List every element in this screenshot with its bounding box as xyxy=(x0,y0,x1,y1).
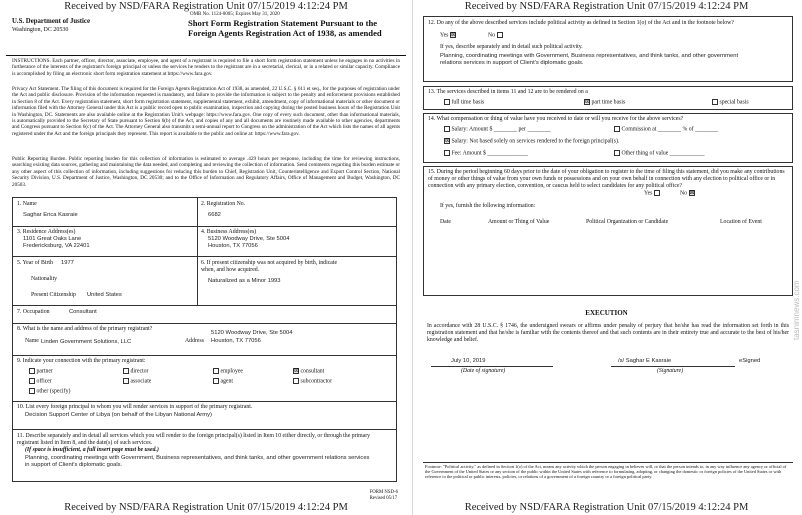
q5-nationality-label: Nationality xyxy=(31,276,58,282)
subcontractor-checkbox[interactable] xyxy=(293,378,299,384)
q12-yes[interactable]: Yes ⊠ xyxy=(440,32,456,39)
footnote-political-activity: Footnote: "Political activity," as defined in Section 1(o) of the Act, means any activity which the person engaging in believes will, or that the person intends to, in any way influence any agency or official of the Government of the United States or any section of the public within the United States with reference to formulating, adopting, or changing the domestic or foreign policies of the United States or with reference to the political or public interests, policies, or relations of a government of a foreign country or a foreign political party. xyxy=(425,464,787,480)
q13-special[interactable]: special basis xyxy=(712,99,749,106)
q9-other[interactable]: other (specify) xyxy=(29,388,70,395)
execution-text: In accordance with 28 U.S.C. § 1746, the undersigned swears or affirms under penalty of perjury that he/she has read the information set forth in this registration statement and that he/she is familiar with the contents thereof and that such contents are in their entirety true and accurate to the best of his/her knowledge and belief. xyxy=(427,323,789,343)
q9-consultant[interactable]: ⊠ consultant xyxy=(294,368,325,375)
employee-checkbox[interactable] xyxy=(213,368,219,374)
salary-not-based-checkbox-checked[interactable]: ⊠ xyxy=(445,138,451,144)
q6-value: Naturalized as a Minor 1993 xyxy=(208,278,281,284)
q13-box xyxy=(423,86,793,110)
q10-label: 10. List every foreign principal to whom you will render services in support of the primary registrant. xyxy=(17,404,253,410)
q9-label: 9. Indicate your connection with the primary registrant: xyxy=(17,358,146,364)
date-caption: (Date of signature) xyxy=(461,368,506,374)
q11-note: (If space is insufficient, a full insert page must be used.) xyxy=(25,447,159,453)
q14-salary-not-based[interactable]: ⊠ Salary: Not based solely on services rendered to the foreign principal(s). xyxy=(445,138,620,145)
q1-name-value: Saghar Erica Kasraie xyxy=(23,212,78,218)
right-form-page xyxy=(412,0,800,515)
q12-political-activity-value: Planning, coordinating meetings with Government, Business representatives, and think tanks, and other government relations services in support of Client's diplomatic goals. xyxy=(440,53,739,66)
q4-label: 4. Business Address(es) xyxy=(201,229,257,235)
footnote-rule xyxy=(423,462,793,463)
q4-address-line2: Houston, TX 77056 xyxy=(208,243,258,249)
agency-city: Washington, DC 20530 xyxy=(12,27,69,33)
q7-label: 7. Occupation xyxy=(17,309,50,315)
other-checkbox[interactable] xyxy=(29,388,35,394)
q12-no[interactable]: No xyxy=(488,32,503,39)
signature-caption: (Signature) xyxy=(657,368,684,374)
received-stamp-bottom: Received by NSD/FARA Registration Unit 07/15/2019 4:12:24 PM xyxy=(64,502,348,513)
received-stamp-top-right: Received by NSD/FARA Registration Unit 07/15/2019 4:12:24 PM xyxy=(464,1,749,12)
header-divider xyxy=(6,55,406,56)
special-basis-checkbox[interactable] xyxy=(712,99,718,105)
q8-name-label: Name xyxy=(25,338,39,344)
q14-box xyxy=(423,113,793,163)
officer-checkbox[interactable] xyxy=(29,378,35,384)
q9-subcontractor[interactable]: subcontractor xyxy=(293,378,332,385)
q14-fee[interactable]: Fee: Amount $ ______________ xyxy=(444,150,528,157)
q5-citizenship-value: United States xyxy=(87,292,122,298)
associate-checkbox[interactable] xyxy=(123,378,129,384)
privacy-act-statement: Privacy Act Statement. The filing of this document is required for the Foreign Agents Registration Act of 1938, as amended, 22 U.S.C. § 611 et seq., for the purposes of registration under the Act and public disclosure. Provision of the information requested is mandatory, and failure to provide the information is subject to the penalty and enforcement provisions established in Section 8 of the Act. Every registration statement, short form registration statement, supplemental statement, exhibit, amendment, copy of informational materials or other document or information filed with the Attorney General under this Act is a public record open to public examination, inspection and copying during the posted business hours of the Registration Unit in Washington, DC. Statements are also available online at the Registration Unit's webpage: https://www.fara.gov. One copy of every such document, other than informational materials, is automatically provided to the Secretary of State pursuant to Section 6(b) of the Act, and copies of any and all documents are routinely made available to other agencies, departments and Congress pursuant to Section 6(c) of the Act. The Attorney General also transmits a semi-annual report to Congress on the administration of the Act which lists the names of all agents registered under the Act and the foreign principals they represent. This report is available to the public and online at: https://www.fara.gov. xyxy=(12,86,401,137)
received-stamp-top: Received by NSD/FARA Registration Unit 07/15/2019 4:12:24 PM xyxy=(64,1,348,12)
received-stamp-bottom-right: Received by NSD/FARA Registration Unit 07/15/2019 4:12:24 PM xyxy=(464,502,749,513)
q8-name-value: Linden Government Solutions, LLC xyxy=(41,339,132,345)
q15-no-checkbox-checked[interactable]: ⊠ xyxy=(689,190,695,196)
q5-year-value: 1977 xyxy=(61,260,74,266)
q2-registration-value: 6682 xyxy=(208,212,221,218)
q8-address-line1: 5120 Woodway Drive, Ste 5004 xyxy=(211,330,293,336)
q13-part-time[interactable]: ⊠ part time basis xyxy=(585,99,626,106)
watermark: tasnimnews.com xyxy=(792,280,801,340)
q1-label: 1. Name xyxy=(17,201,37,207)
public-burden-statement: Public Reporting Burden. Public reporting burden for this collection of information is estimated to average .429 hours per response, including the time for reviewing instructions, searching existing data sources, gathering and maintaining the data needed, and completing and reviewing the collection of information. Send comments regarding this burden estimate or any other aspect of this collection of information, including suggestions for reducing this burden to Chief, Registration Unit, Counterintelligence and Export Control Section, National Security Division, U.S. Department of Justice, Washington, DC 20530; and to the Office of Information and Regulatory Affairs, Office of Management and Budget, Washington, DC 20503. xyxy=(12,156,400,188)
salary-checkbox[interactable] xyxy=(444,126,450,132)
q4-address-line1: 5120 Woodway Drive, Ste 5004 xyxy=(208,236,290,242)
q5-citizenship-label: Present Citizenship xyxy=(31,292,76,298)
q14-commission[interactable]: Commission at ________ % of ________ xyxy=(614,126,718,133)
q9-associate[interactable]: associate xyxy=(123,378,151,385)
q13-label: 13. The services described in items 11 and 12 are to be rendered on a xyxy=(428,89,588,95)
q11-label: 11. Describe separately and in detail all services which you will render to the foreign principal(s) listed in Item 10 either directly, or through the primary registrant listed in Item 8, and the date(s) of such services. xyxy=(17,433,371,446)
form-code: FORM NSD-6 Revised 05/17 xyxy=(369,490,398,501)
full-time-checkbox[interactable] xyxy=(444,99,450,105)
q11-services-value: Planning, coordinating meetings with Government, Business representatives, and think tanks, and other government relations services in support of Client's diplomatic goals. xyxy=(25,455,370,468)
q10-foreign-principal-value: Decision Support Center of Libya (on behalf of the Libyan National Army) xyxy=(25,412,212,418)
q3-address-line1: 1101 Great Oaks Lane xyxy=(23,236,82,242)
q9-director[interactable]: director xyxy=(123,368,148,375)
q7-occupation-value: Consultant xyxy=(69,309,97,315)
q9-officer[interactable]: officer xyxy=(29,378,52,385)
q15-sub: If yes, furnish the following information: xyxy=(440,203,536,209)
q8-address-line2: Houston, TX 77056 xyxy=(211,338,261,344)
q15-box xyxy=(423,166,793,296)
part-time-checkbox-checked[interactable]: ⊠ xyxy=(585,99,591,105)
esigned-label: eSigned xyxy=(739,358,761,364)
execution-title: EXECUTION xyxy=(585,309,628,317)
q12-yes-checkbox-checked[interactable]: ⊠ xyxy=(450,32,456,38)
col-organization: Political Organization or Candidate xyxy=(586,219,669,225)
partner-checkbox[interactable] xyxy=(29,368,35,374)
q6-label: 6. If present citizenship was not acquired by birth, indicate when, and how acquired. xyxy=(201,260,338,273)
q3-address-line2: Fredericksburg, VA 22401 xyxy=(23,243,90,249)
instructions-text: INSTRUCTIONS. Each partner, officer, director, associate, employee, and agent of a registrant is required to file a short form registration statement unless he engages in no activities in furtherance of the interests of the registrant's foreign principal or unless the services he renders to the registrant are in a secretarial, clerical, or in a related or similar capacity. Compliance is accomplished by filing an electronic short form registration statement at https://www.fara.gov. xyxy=(12,58,400,77)
q14-salary[interactable]: Salary: Amount $ ________ per ________ xyxy=(444,126,551,133)
q15-no[interactable]: No ⊠ xyxy=(680,190,695,197)
q2-label: 2. Registration No. xyxy=(201,201,246,207)
agent-checkbox[interactable] xyxy=(213,378,219,384)
col-date: Date xyxy=(440,219,451,225)
q12-label: 12. Do any of the above described services include political activity as defined in Section 1(o) of the Act and in the footnote below? xyxy=(428,20,734,26)
consultant-checkbox-checked[interactable]: ⊠ xyxy=(294,368,300,374)
registration-form-grid xyxy=(12,197,397,482)
col-location: Location of Event xyxy=(720,219,762,225)
q9-partner[interactable]: partner xyxy=(29,368,53,375)
signature-name: /s/ Saghar E Kasraie xyxy=(618,358,672,364)
form-title: Short Form Registration Statement Pursuant to the Foreign Agents Registration Act of 1938, as amended xyxy=(188,18,382,38)
other-thing-checkbox[interactable] xyxy=(614,150,620,156)
q14-other[interactable]: Other thing of value ____________ xyxy=(614,150,705,157)
q15-yes[interactable]: Yes xyxy=(644,190,660,197)
col-amount: Amount or Thing of Value xyxy=(488,219,550,225)
q8-address-label: Address xyxy=(185,338,204,344)
q13-full-time[interactable]: full time basis xyxy=(444,99,484,106)
signature-line xyxy=(611,366,735,367)
q9-agent[interactable]: agent xyxy=(213,378,233,385)
q5-label: 5. Year of Birth xyxy=(17,260,53,266)
q14-label: 14. What compensation or thing of value have you received to date or will you receive for the above services? xyxy=(428,116,684,122)
omb-number: OMB No. 1124-0005; Expires May 31, 2020 xyxy=(190,12,280,17)
signature-date: July 10, 2019 xyxy=(451,358,486,364)
q8-label: 8. What is the name and address of the primary registrant? xyxy=(17,326,153,332)
q3-label: 3. Residence Address(es) xyxy=(17,229,76,235)
q15-yes-checkbox[interactable] xyxy=(654,190,660,196)
q12-box xyxy=(423,16,793,82)
commission-checkbox[interactable] xyxy=(614,126,620,132)
q15-label: 15. During the period beginning 60 days prior to the date of your obligation to register to the time of filing this statement, did you make any contributions of money or other things of value from your own funds or possessions and on your own behalf in connection with any election to political office or in connection with any primary election, convention, or caucus held to select candidates for any political office? xyxy=(428,169,785,189)
fee-checkbox[interactable] xyxy=(444,150,450,156)
q9-employee[interactable]: employee xyxy=(213,368,243,375)
q12-no-checkbox[interactable] xyxy=(497,32,503,38)
agency-name: U.S. Department of Justice xyxy=(12,18,90,25)
q12-sub: If yes, describe separately and in detail such political activity. xyxy=(440,44,583,50)
date-line xyxy=(431,366,553,367)
director-checkbox[interactable] xyxy=(123,368,129,374)
